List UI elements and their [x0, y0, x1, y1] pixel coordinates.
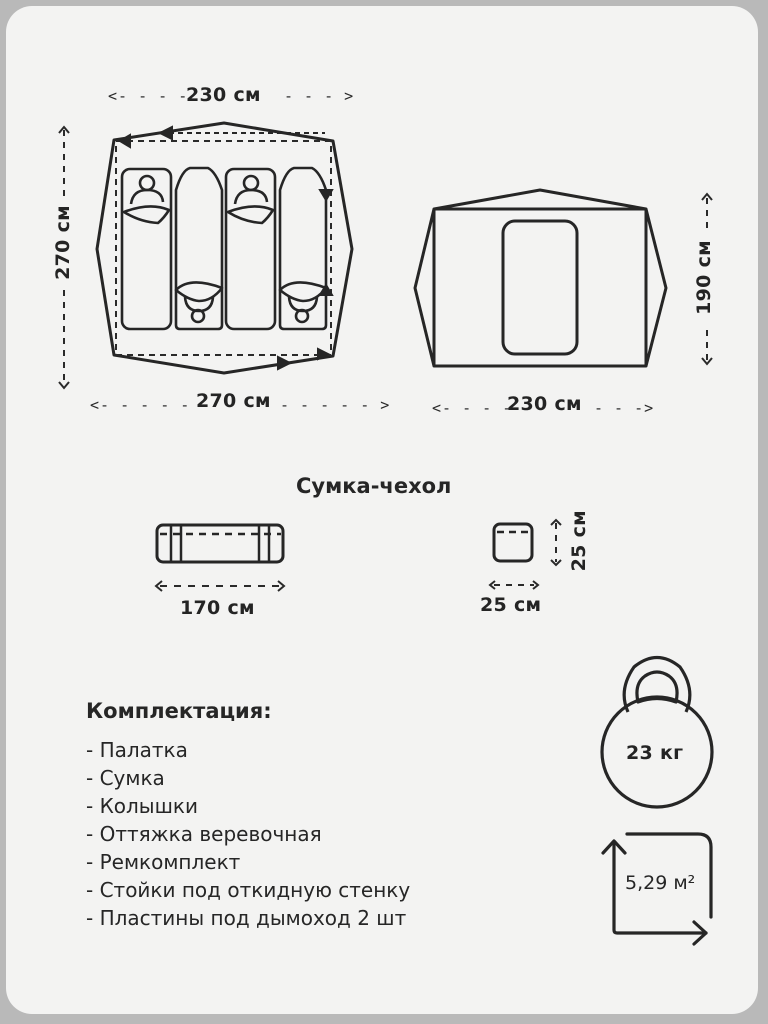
dim-arrow-right: - - ->: [594, 399, 655, 417]
floor-top-width-label: 230 см: [186, 84, 261, 106]
floor-bottom-width-label: 270 см: [196, 390, 271, 412]
dim-arrow-left: <- - - -: [432, 399, 513, 417]
dim-arrow-left: <- - - - - -: [90, 396, 211, 414]
side-width-label: 230 см: [507, 393, 582, 415]
dim-arrow-right: - - - >: [284, 87, 355, 105]
kit-title: Комплектация:: [86, 699, 272, 723]
kit-list-item: - Оттяжка веревочная: [86, 822, 322, 846]
kit-list-item: - Ремкомплект: [86, 850, 241, 874]
kit-list-item: - Колышки: [86, 794, 198, 818]
side-height-label: 190 см: [693, 240, 715, 315]
bag-length-label: 170 см: [180, 597, 255, 619]
floor-left-height-label: 270 см: [52, 205, 74, 280]
kit-list-item: - Стойки под откидную стенку: [86, 878, 411, 902]
dim-arrow-right: - - - - - >: [280, 396, 391, 414]
kit-list-item: - Пластины под дымоход 2 шт: [86, 906, 407, 930]
weight-value: 23 кг: [626, 742, 684, 764]
bag-width-label: 25 см: [480, 594, 542, 616]
kit-list-item: - Палатка: [86, 738, 188, 762]
kit-list-item: - Сумка: [86, 766, 165, 790]
bag-height-label: 25 см: [568, 510, 590, 572]
area-value: 5,29 м²: [625, 872, 696, 894]
dim-arrow-left: <- - - -: [108, 87, 189, 105]
bag-title: Сумка-чехол: [296, 474, 452, 498]
